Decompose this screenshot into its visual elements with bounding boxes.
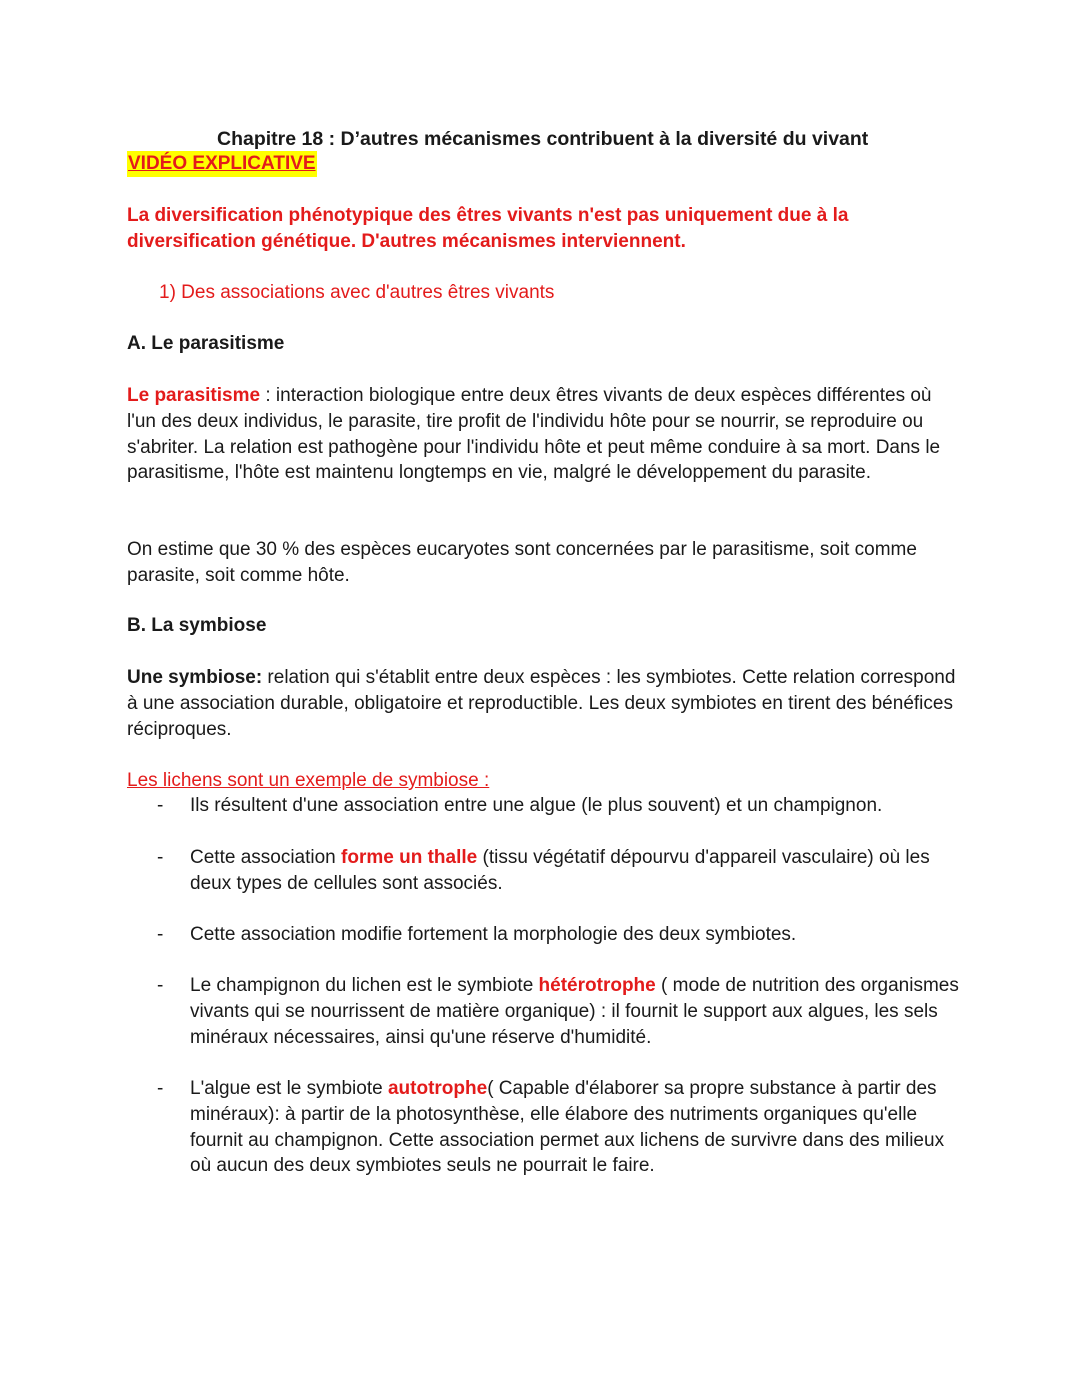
bullet-dash: - <box>157 847 164 868</box>
lichens-heading: Les lichens sont un exemple de symbiose : <box>127 770 490 791</box>
bullet-text: ( mode de nutrition des organismes vivants qui se nourrissent de matière organique) : il fournit le support aux algues, les sels minéraux nécessaires, ainsi qu'une réserve d'humidité. <box>190 975 959 1048</box>
bullet-dash: - <box>157 1078 164 1099</box>
highlight-heterotrophe: hétérotrophe <box>538 975 656 996</box>
heading-symbiose: B. La symbiose <box>127 615 267 636</box>
symbiose-definition <box>127 665 957 742</box>
bullet-text: L'algue est le symbiote <box>190 1078 388 1099</box>
bullet-text: Ils résultent d'une association entre une algue (le plus souvent) et un champignon. <box>190 795 883 816</box>
bullet-text: Le champignon du lichen est le symbiote <box>190 975 539 996</box>
section-heading-1: 1) Des associations avec d'autres êtres vivants <box>159 282 555 303</box>
bullet-dash: - <box>157 924 164 945</box>
term-symbiose: Une symbiose: <box>127 667 263 688</box>
parasitisme-definition <box>127 383 957 486</box>
page-title: Chapitre 18 : D’autres mécanismes contribuent à la diversité du vivant <box>217 128 869 150</box>
video-link[interactable]: VIDÉO EXPLICATIVE <box>127 151 317 177</box>
highlight-autotrophe: autotrophe <box>387 1078 488 1099</box>
bullet-text: ( Capable d'élaborer sa propre substance à partir des minéraux): à partir de la photosynthèse, elle élabore des nutriments organiques qu'elle fournit au champignon. Cette association permet aux lichens de survivre dans des milieux où aucun des deux symbiotes seuls ne pourrait le faire. <box>190 1078 945 1177</box>
bullet-dash: - <box>157 795 164 816</box>
term-parasitisme: Le parasitisme <box>127 385 261 406</box>
estimate-paragraph: On estime que 30 % des espèces eucaryotes sont concernées par le parasitisme, soit comme parasite, soit comme hôte. <box>127 539 917 586</box>
parasitisme-text: : interaction biologique entre deux êtres vivants de deux espèces différentes où l'un des deux individus, le parasite, tire profit de l'individu hôte pour se nourrir, se reproduire ou s'abriter. La relation est pathogène pour l'individu hôte et peut même conduire à sa mort. Dans le parasitisme, l'hôte est maintenu longtemps en vie, malgré le développement du parasite. <box>127 385 941 484</box>
bullet-dash: - <box>157 975 164 996</box>
intro-line-2: diversification génétique. D'autres mécanismes interviennent. <box>127 231 686 252</box>
bullet-text: Cette association <box>190 847 342 868</box>
symbiose-text: relation qui s'établit entre deux espèces : les symbiotes. Cette relation correspond à une association durable, obligatoire et reproductible. Les deux symbiotes en tirent des bénéfices réciproques. <box>127 667 956 740</box>
heading-parasitisme: A. Le parasitisme <box>127 333 285 354</box>
highlight-thalle: forme un thalle <box>341 847 478 868</box>
intro-line-1: La diversification phénotypique des êtres vivants n'est pas uniquement due à la <box>127 205 849 226</box>
bullet-text: (tissu végétatif dépourvu d'appareil vasculaire) où les deux types de cellules sont associés. <box>190 847 930 894</box>
bullet-text: Cette association modifie fortement la morphologie des deux symbiotes. <box>190 924 797 945</box>
